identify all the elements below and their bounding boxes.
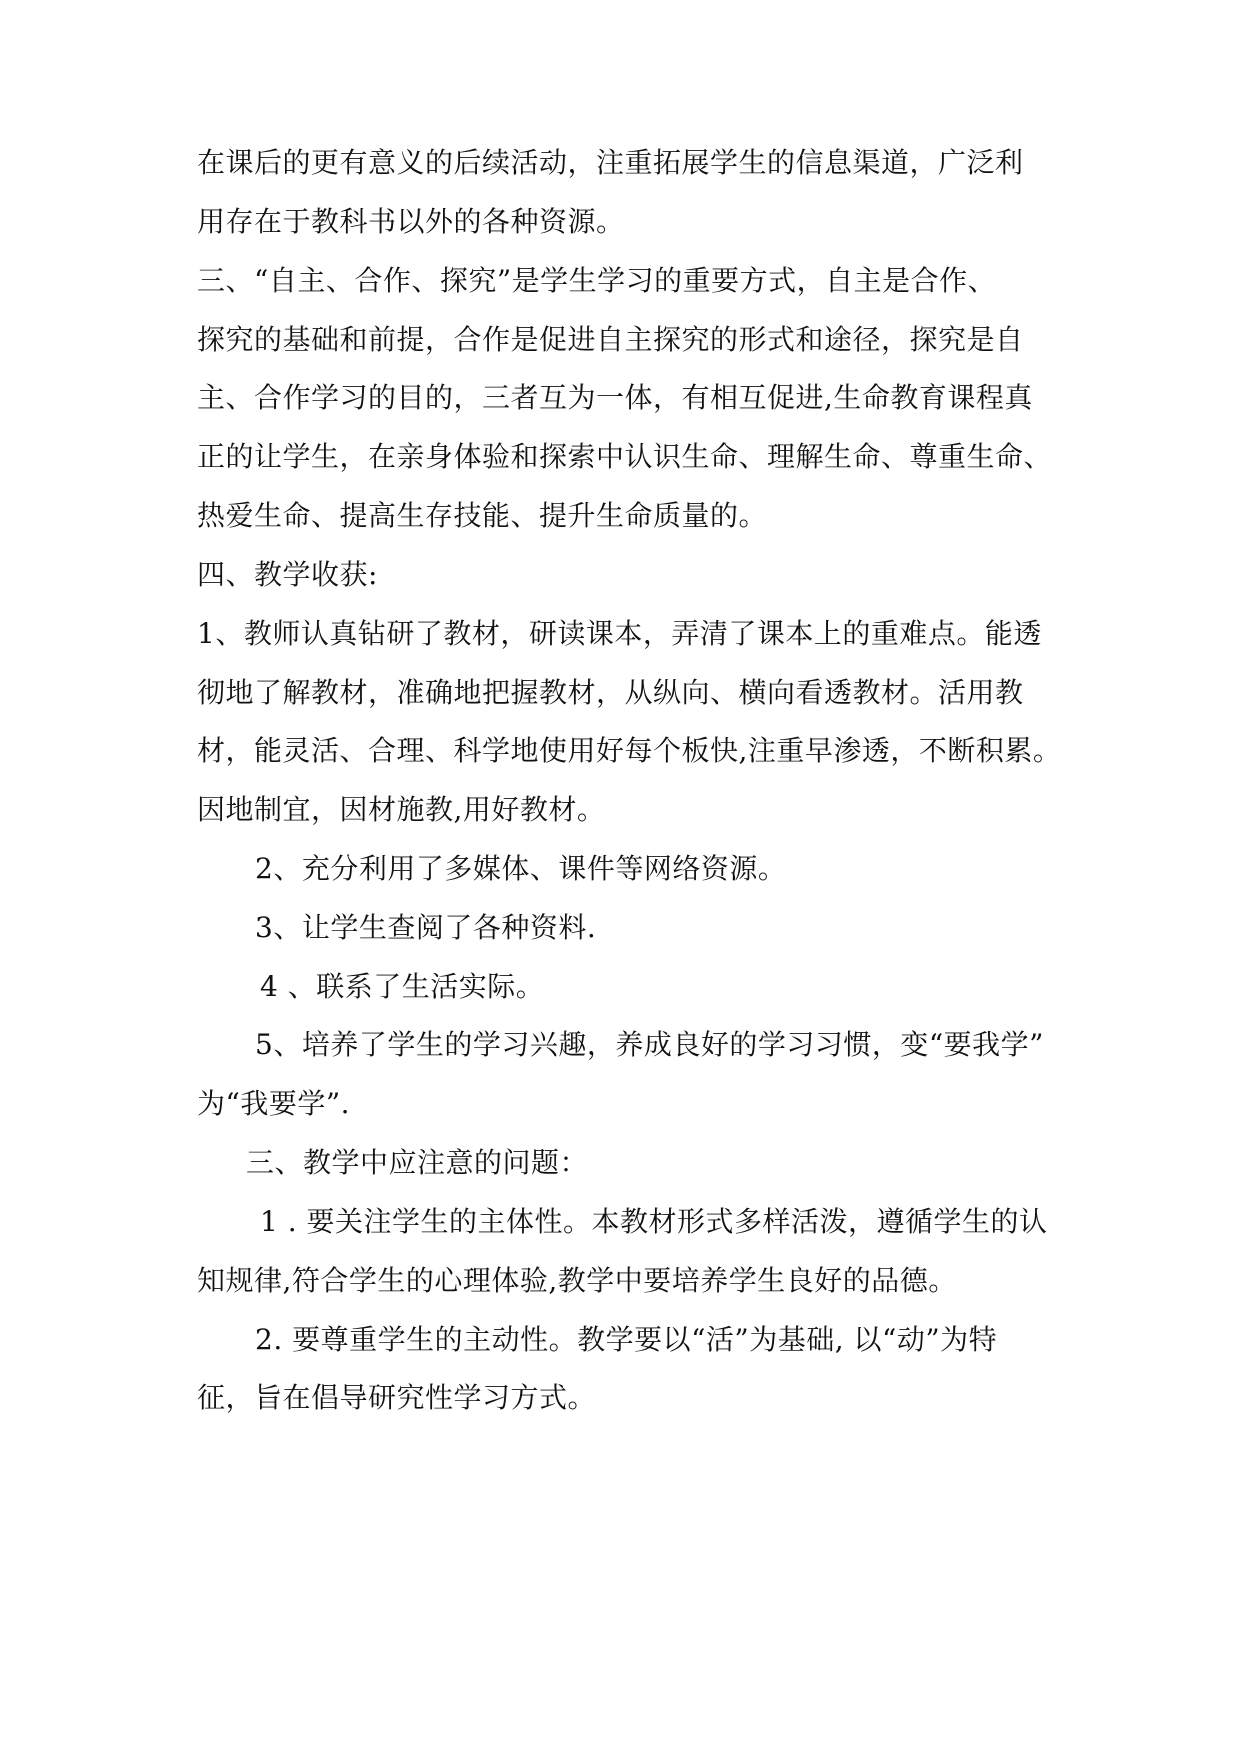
paragraph-line: 材，能灵活、合理、科学地使用好每个板快,注重早渗透，不断积累。 bbox=[197, 734, 1062, 767]
paragraph-line: 因地制宜，因材施教,用好教材。 bbox=[197, 793, 606, 826]
list-item-line: 4 、联系了生活实际。 bbox=[260, 970, 545, 1003]
list-item-line: 3、让学生查阅了各种资料. bbox=[255, 911, 597, 944]
paragraph-line: 主、合作学习的目的，三者互为一体，有相互促进,生命教育课程真 bbox=[197, 381, 1033, 414]
list-item-line: 2、充分利用了多媒体、课件等网络资源。 bbox=[255, 852, 787, 885]
paragraph-line: 为“我要学”. bbox=[197, 1087, 351, 1120]
paragraph-line: 彻地了解教材，准确地把握教材，从纵向、横向看透教材。活用教 bbox=[197, 676, 1024, 709]
section-heading-line: 三、教学中应注意的问题： bbox=[246, 1146, 589, 1179]
paragraph-line: 征，旨在倡导研究性学习方式。 bbox=[197, 1381, 597, 1414]
list-item-line: 2. 要尊重学生的主动性。教学要以“活”为基础, 以“动”为特 bbox=[255, 1323, 998, 1356]
paragraph-line: 探究的基础和前提，合作是促进自主探究的形式和途径，探究是自 bbox=[197, 323, 1024, 356]
paragraph-line: 用存在于教科书以外的各种资源。 bbox=[197, 205, 625, 238]
paragraph-line: 在课后的更有意义的后续活动，注重拓展学生的信息渠道，广泛利 bbox=[197, 146, 1024, 179]
paragraph-line: 1、教师认真钻研了教材，研读课本，弄清了课本上的重难点。能透 bbox=[197, 617, 1042, 650]
list-item-line: 5、培养了学生的学习兴趣，养成良好的学习习惯，变“要我学” bbox=[255, 1028, 1044, 1061]
paragraph-line: 正的让学生，在亲身体验和探索中认识生命、理解生命、尊重生命、 bbox=[197, 440, 1053, 473]
list-item-line: 1 . 要关注学生的主体性。本教材形式多样活泼，遵循学生的认 bbox=[260, 1205, 1048, 1238]
paragraph-line: 知规律,符合学生的心理体验,教学中要培养学生良好的品德。 bbox=[197, 1264, 957, 1297]
paragraph-line: 热爱生命、提高生存技能、提升生命质量的。 bbox=[197, 499, 768, 532]
section-heading-line: 三、“自主、合作、探究”是学生学习的重要方式，自主是合作、 bbox=[197, 264, 997, 297]
section-heading-line: 四、教学收获: bbox=[197, 558, 378, 591]
